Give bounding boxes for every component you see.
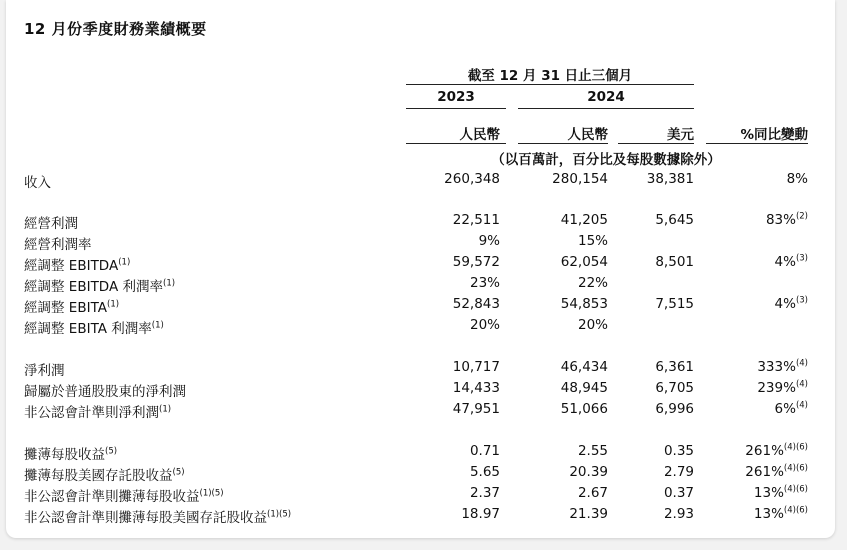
value-usd: 8,501 [655, 254, 694, 270]
value-yoy-text: 6% [774, 401, 796, 417]
row-label [24, 296, 119, 316]
value-rmb-2023: 18.97 [461, 506, 500, 522]
value-rmb-2023: 10,717 [452, 359, 500, 375]
value-rmb-2024: 41,205 [560, 212, 608, 228]
footnote-marker: (4)(6) [783, 463, 808, 474]
value-yoy [745, 464, 808, 480]
row-label-text: 攤薄每股收益 [24, 447, 105, 463]
table-row [6, 212, 835, 232]
row-label [24, 485, 224, 505]
value-rmb-2024: 2.67 [577, 485, 608, 501]
row-label [24, 380, 186, 400]
value-rmb-2023: 0.71 [469, 443, 500, 459]
value-rmb-2023: 260,348 [444, 171, 500, 187]
year-2024-rule [518, 108, 694, 109]
col-rmb-2023-rule [406, 143, 506, 144]
table-row [6, 506, 835, 526]
value-usd: 2.79 [663, 464, 694, 480]
col-rmb-2024-rule [518, 143, 608, 144]
table-row [6, 296, 835, 316]
value-rmb-2024: 48,945 [560, 380, 608, 396]
footnote-marker: (5) [105, 446, 118, 457]
value-usd: 5,645 [655, 212, 694, 228]
value-rmb-2023: 23% [469, 275, 500, 291]
footnote-marker: (1) [163, 278, 176, 289]
table-row [6, 171, 835, 191]
value-rmb-2024: 15% [577, 233, 608, 249]
value-usd: 6,996 [655, 401, 694, 417]
footnote-marker: (3) [795, 295, 808, 306]
row-label-text: 非公認會計準則攤薄每股收益 [24, 489, 200, 505]
value-rmb-2023: 59,572 [452, 254, 500, 270]
col-usd-rule [618, 143, 694, 144]
row-label-text: 經調整 EBITDA [24, 258, 119, 274]
footnote-marker: (4)(6) [783, 484, 808, 495]
row-label [24, 359, 65, 379]
value-yoy-text: 4% [774, 254, 796, 270]
row-label [24, 443, 117, 463]
footnote-marker: (3) [795, 253, 808, 264]
value-usd: 2.93 [663, 506, 694, 522]
financial-summary-card [6, 0, 835, 538]
col-rmb-2024: 人民幣 [567, 127, 608, 143]
unit-note: （以百萬計，百分比及每股數據除外） [491, 152, 721, 168]
col-yoy: %同比變動 [740, 127, 808, 143]
row-label [24, 506, 291, 526]
year-2023-header: 2023 [437, 89, 475, 105]
row-label [24, 233, 92, 253]
value-rmb-2023: 2.37 [469, 485, 500, 501]
value-usd: 7,515 [655, 296, 694, 312]
value-rmb-2023: 5.65 [469, 464, 500, 480]
value-yoy [775, 296, 808, 312]
row-label-text: 攤薄每股美國存託股收益 [24, 468, 173, 484]
value-yoy [754, 485, 808, 501]
value-yoy-text: 333% [757, 359, 796, 375]
row-label-text: 非公認會計準則攤薄每股美國存託股收益 [24, 510, 267, 526]
value-rmb-2024: 20% [577, 317, 608, 333]
footnote-marker: (1)(5) [267, 509, 292, 520]
row-label [24, 401, 171, 421]
value-usd: 0.35 [663, 443, 694, 459]
value-yoy-text: 261% [745, 464, 784, 480]
row-label [24, 171, 51, 191]
row-label-text: 經調整 EBITDA 利潤率 [24, 279, 163, 295]
value-usd: 6,361 [655, 359, 694, 375]
value-yoy [775, 401, 808, 417]
footnote-marker: (1) [159, 404, 172, 415]
value-rmb-2023: 22,511 [452, 212, 500, 228]
table-row [6, 464, 835, 484]
value-yoy [787, 171, 808, 187]
value-rmb-2024: 20.39 [569, 464, 608, 480]
row-label [24, 212, 78, 232]
footnote-marker: (5) [172, 467, 185, 478]
year-2024-header: 2024 [587, 89, 625, 105]
footnote-marker: (4) [795, 358, 808, 369]
col-yoy-rule [706, 143, 808, 144]
year-2023-rule [406, 108, 506, 109]
value-rmb-2024: 21.39 [569, 506, 608, 522]
table-row [6, 233, 835, 253]
row-label-text: 經調整 EBITA [24, 300, 107, 316]
table-row [6, 443, 835, 463]
col-usd: 美元 [667, 127, 694, 143]
value-yoy [757, 359, 808, 375]
value-rmb-2023: 9% [478, 233, 500, 249]
footnote-marker: (4) [795, 400, 808, 411]
value-rmb-2024: 51,066 [560, 401, 608, 417]
value-yoy [766, 212, 808, 228]
footnote-marker: (4)(6) [783, 505, 808, 516]
table-row [6, 275, 835, 295]
value-rmb-2024: 280,154 [552, 171, 608, 187]
table-row [6, 359, 835, 379]
footnote-marker: (2) [795, 211, 808, 222]
value-yoy [754, 506, 808, 522]
value-rmb-2024: 54,853 [560, 296, 608, 312]
value-rmb-2023: 52,843 [452, 296, 500, 312]
row-label [24, 464, 185, 484]
row-label-text: 淨利潤 [24, 363, 65, 379]
footnote-marker: (4) [795, 379, 808, 390]
row-label-text: 經調整 EBITA 利潤率 [24, 321, 152, 337]
value-yoy [757, 380, 808, 396]
value-rmb-2023: 47,951 [452, 401, 500, 417]
table-row [6, 317, 835, 337]
footnote-marker: (1) [151, 320, 164, 331]
table-row [6, 485, 835, 505]
footnote-marker: (1) [107, 299, 120, 310]
footnote-marker: (1) [118, 257, 131, 268]
period-rule [406, 84, 694, 85]
value-yoy-text: 8% [786, 171, 808, 187]
value-rmb-2024: 22% [577, 275, 608, 291]
value-yoy-text: 261% [745, 443, 784, 459]
value-rmb-2023: 14,433 [452, 380, 500, 396]
value-yoy-text: 239% [757, 380, 796, 396]
table-row [6, 254, 835, 274]
value-yoy-text: 83% [765, 212, 796, 228]
value-yoy [775, 254, 808, 270]
table-row [6, 401, 835, 421]
row-label [24, 275, 175, 295]
footnote-marker: (1)(5) [199, 488, 224, 499]
row-label [24, 254, 130, 274]
row-label-text: 歸屬於普通股股東的淨利潤 [24, 384, 186, 400]
value-usd: 38,381 [646, 171, 694, 187]
col-rmb-2023: 人民幣 [459, 127, 500, 143]
row-label-text: 收入 [24, 175, 51, 191]
value-rmb-2024: 62,054 [560, 254, 608, 270]
page-title: 12 月份季度財務業績概要 [24, 20, 207, 38]
value-rmb-2024: 2.55 [577, 443, 608, 459]
value-rmb-2023: 20% [469, 317, 500, 333]
row-label [24, 317, 164, 337]
value-usd: 0.37 [663, 485, 694, 501]
value-yoy [745, 443, 808, 459]
value-rmb-2024: 46,434 [560, 359, 608, 375]
value-yoy-text: 13% [753, 485, 784, 501]
period-header: 截至 12 月 31 日止三個月 [467, 68, 633, 84]
footnote-marker: (4)(6) [783, 442, 808, 453]
row-label-text: 經營利潤 [24, 216, 78, 232]
value-yoy-text: 4% [774, 296, 796, 312]
row-label-text: 非公認會計準則淨利潤 [24, 405, 159, 421]
table-row [6, 380, 835, 400]
value-yoy-text: 13% [753, 506, 784, 522]
row-label-text: 經營利潤率 [24, 237, 92, 253]
value-usd: 6,705 [655, 380, 694, 396]
